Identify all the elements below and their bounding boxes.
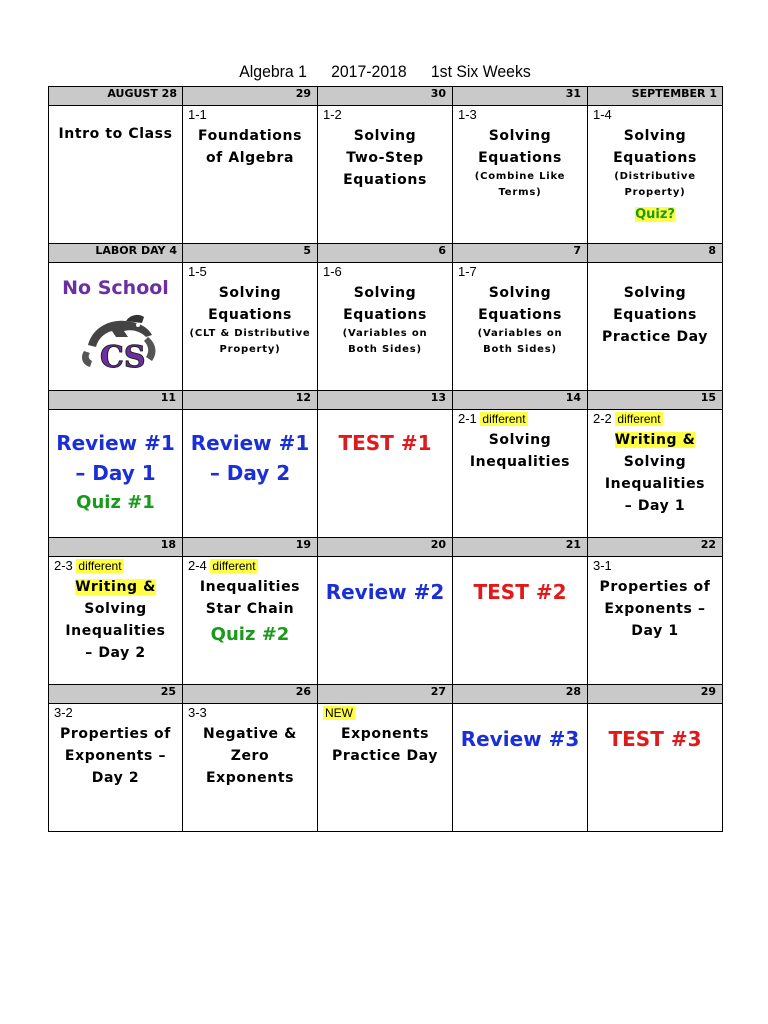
date-cell: 29 [183,87,318,106]
lesson-title: Equations [343,307,427,323]
lesson-note: (Variables on [342,328,428,339]
lesson-code-number: 2-2 [593,411,612,426]
day-cell [453,557,588,685]
lesson-title: Equations [478,307,562,323]
day-cell [588,557,723,685]
lesson-code-number: 2-4 [188,558,207,573]
lesson-title: Solving [623,128,687,144]
date-row [49,391,723,410]
day-cell [318,704,453,832]
date-cell: 11 [49,391,183,410]
lesson-code [323,705,355,720]
lesson-code: 3-1 [593,558,612,573]
day-cell [49,557,183,685]
lesson-title: Solving [353,128,417,144]
quiz-badge: Quiz? [635,207,675,222]
day-cell [318,263,453,391]
lesson-title: Solving [488,432,552,448]
lesson-title: Solving [218,285,282,301]
lesson-note: Property) [219,344,281,355]
day-cell [318,410,453,538]
lesson-code-number: 2-1 [458,411,477,426]
lesson-note: (Combine Like [474,171,566,182]
lesson-title: Star Chain [205,601,295,617]
day-cell [588,410,723,538]
different-tag: different [212,559,256,573]
different-tag: different [617,412,661,426]
day-cell [588,106,723,244]
lesson-note: Both Sides) [348,344,422,355]
review-label: Review #2 [325,580,445,604]
lesson-title: of Algebra [205,150,295,166]
date-cell: 19 [183,538,318,557]
lesson-title: Solving [353,285,417,301]
review-label: – Day 2 [209,461,291,485]
review-label: Review #3 [460,727,580,751]
lesson-row [49,263,723,391]
panther-cs-logo-icon [68,307,164,371]
date-row [49,244,723,263]
lesson-title: Equations [208,307,292,323]
date-cell: 14 [453,391,588,410]
lesson-title: Inequalities [604,476,706,492]
date-cell: 8 [588,244,723,263]
test-label: TEST #2 [473,580,567,604]
course-name: Algebra 1 [239,62,307,81]
date-cell: 13 [318,391,453,410]
lesson-title: Zero [230,748,270,764]
day-cell [453,704,588,832]
lesson-code [458,411,528,426]
date-cell: 25 [49,685,183,704]
no-school-label: No School [62,277,169,299]
lesson-code: 1-3 [458,107,477,122]
date-cell: 28 [453,685,588,704]
date-cell: 21 [453,538,588,557]
lesson-title: Writing & [75,579,156,595]
day-cell [453,263,588,391]
day-cell [453,410,588,538]
lesson-title: Equations [343,172,427,188]
date-cell: LABOR DAY 4 [49,244,183,263]
calendar-title [72,62,699,86]
lesson-title: Solving [623,454,687,470]
lesson-code: 1-1 [188,107,207,122]
date-cell: 31 [453,87,588,106]
day-cell [183,106,318,244]
lesson-title: Writing & [614,432,696,448]
date-cell: AUGUST 28 [49,87,183,106]
lesson-row [49,106,723,244]
date-cell: 12 [183,391,318,410]
day-cell [49,704,183,832]
lesson-title: Day 2 [91,770,140,786]
day-cell [183,704,318,832]
lesson-title: Two-Step [346,150,424,166]
calendar-grid [48,86,723,832]
day-cell [453,106,588,244]
date-cell: 30 [318,87,453,106]
date-cell: SEPTEMBER 1 [588,87,723,106]
date-row [49,87,723,106]
lesson-title: Foundations [197,128,303,144]
lesson-note: Terms) [498,187,542,198]
lesson-title: Solving [488,128,552,144]
date-cell: 5 [183,244,318,263]
lesson-note: (Variables on [477,328,563,339]
day-cell [183,557,318,685]
date-cell: 6 [318,244,453,263]
day-cell [183,263,318,391]
day-cell [183,410,318,538]
lesson-row [49,704,723,832]
lesson-code: 1-7 [458,264,477,279]
lesson-title: Practice Day [331,748,439,764]
date-cell: 20 [318,538,453,557]
review-label: Review #1 [190,431,310,455]
svg-text:CS: CS [99,340,146,371]
lesson-note: Property) [624,187,686,198]
quiz-label: Quiz #2 [210,624,290,645]
test-label: TEST #1 [338,431,432,455]
lesson-title: Equations [613,150,697,166]
lesson-code [188,558,258,573]
lesson-title: Intro to Class [58,126,173,142]
date-cell: 15 [588,391,723,410]
lesson-title: Exponents – [604,601,706,617]
lesson-code [54,558,124,573]
new-tag: NEW [325,706,353,720]
lesson-title: Day 1 [631,623,679,639]
lesson-code: 1-4 [593,107,612,122]
review-label: – Day 1 [75,461,156,485]
lesson-title: Properties of [60,726,171,742]
grading-period: 1st Six Weeks [430,62,531,81]
date-cell: 27 [318,685,453,704]
date-cell: 22 [588,538,723,557]
lesson-note: Both Sides) [483,344,557,355]
lesson-title: Inequalities [469,454,571,470]
lesson-code: 3-3 [188,705,207,720]
review-label: Review #1 [56,431,175,455]
lesson-code: 3-2 [54,705,73,720]
day-cell [318,106,453,244]
lesson-row [49,557,723,685]
date-cell: 26 [183,685,318,704]
lesson-title: Solving [623,285,687,301]
lesson-title: Solving [84,601,147,617]
lesson-title: Properties of [599,579,711,595]
lesson-note: (Distributive [614,171,696,182]
lesson-note: (CLT & Distributive [189,328,311,339]
school-year: 2017-2018 [331,62,407,81]
day-cell [49,263,183,391]
day-cell [588,263,723,391]
lesson-title: Inequalities [65,623,166,639]
lesson-code-number: 2-3 [54,558,73,573]
lesson-code: 1-6 [323,264,342,279]
lesson-title: Equations [478,150,562,166]
lesson-code: 1-2 [323,107,342,122]
day-cell [318,557,453,685]
lesson-title: – Day 1 [624,498,686,514]
different-tag: different [482,412,526,426]
test-label: TEST #3 [608,727,702,751]
quiz-label: Quiz #1 [76,492,155,513]
lesson-title: Inequalities [199,579,301,595]
date-cell: 18 [49,538,183,557]
different-tag: different [78,559,122,573]
day-cell [49,410,183,538]
lesson-title: Exponents [340,726,430,742]
lesson-title: Exponents [205,770,295,786]
day-cell [588,704,723,832]
date-cell: 29 [588,685,723,704]
lesson-title: Solving [488,285,552,301]
lesson-title: Practice Day [601,329,709,345]
lesson-title: Negative & [203,726,297,742]
date-cell: 7 [453,244,588,263]
lesson-code [593,411,663,426]
lesson-title: Exponents – [64,748,167,764]
day-cell [49,106,183,244]
lesson-title: Equations [613,307,697,323]
lesson-code: 1-5 [188,264,207,279]
lesson-title: – Day 2 [85,645,146,661]
lesson-row [49,410,723,538]
